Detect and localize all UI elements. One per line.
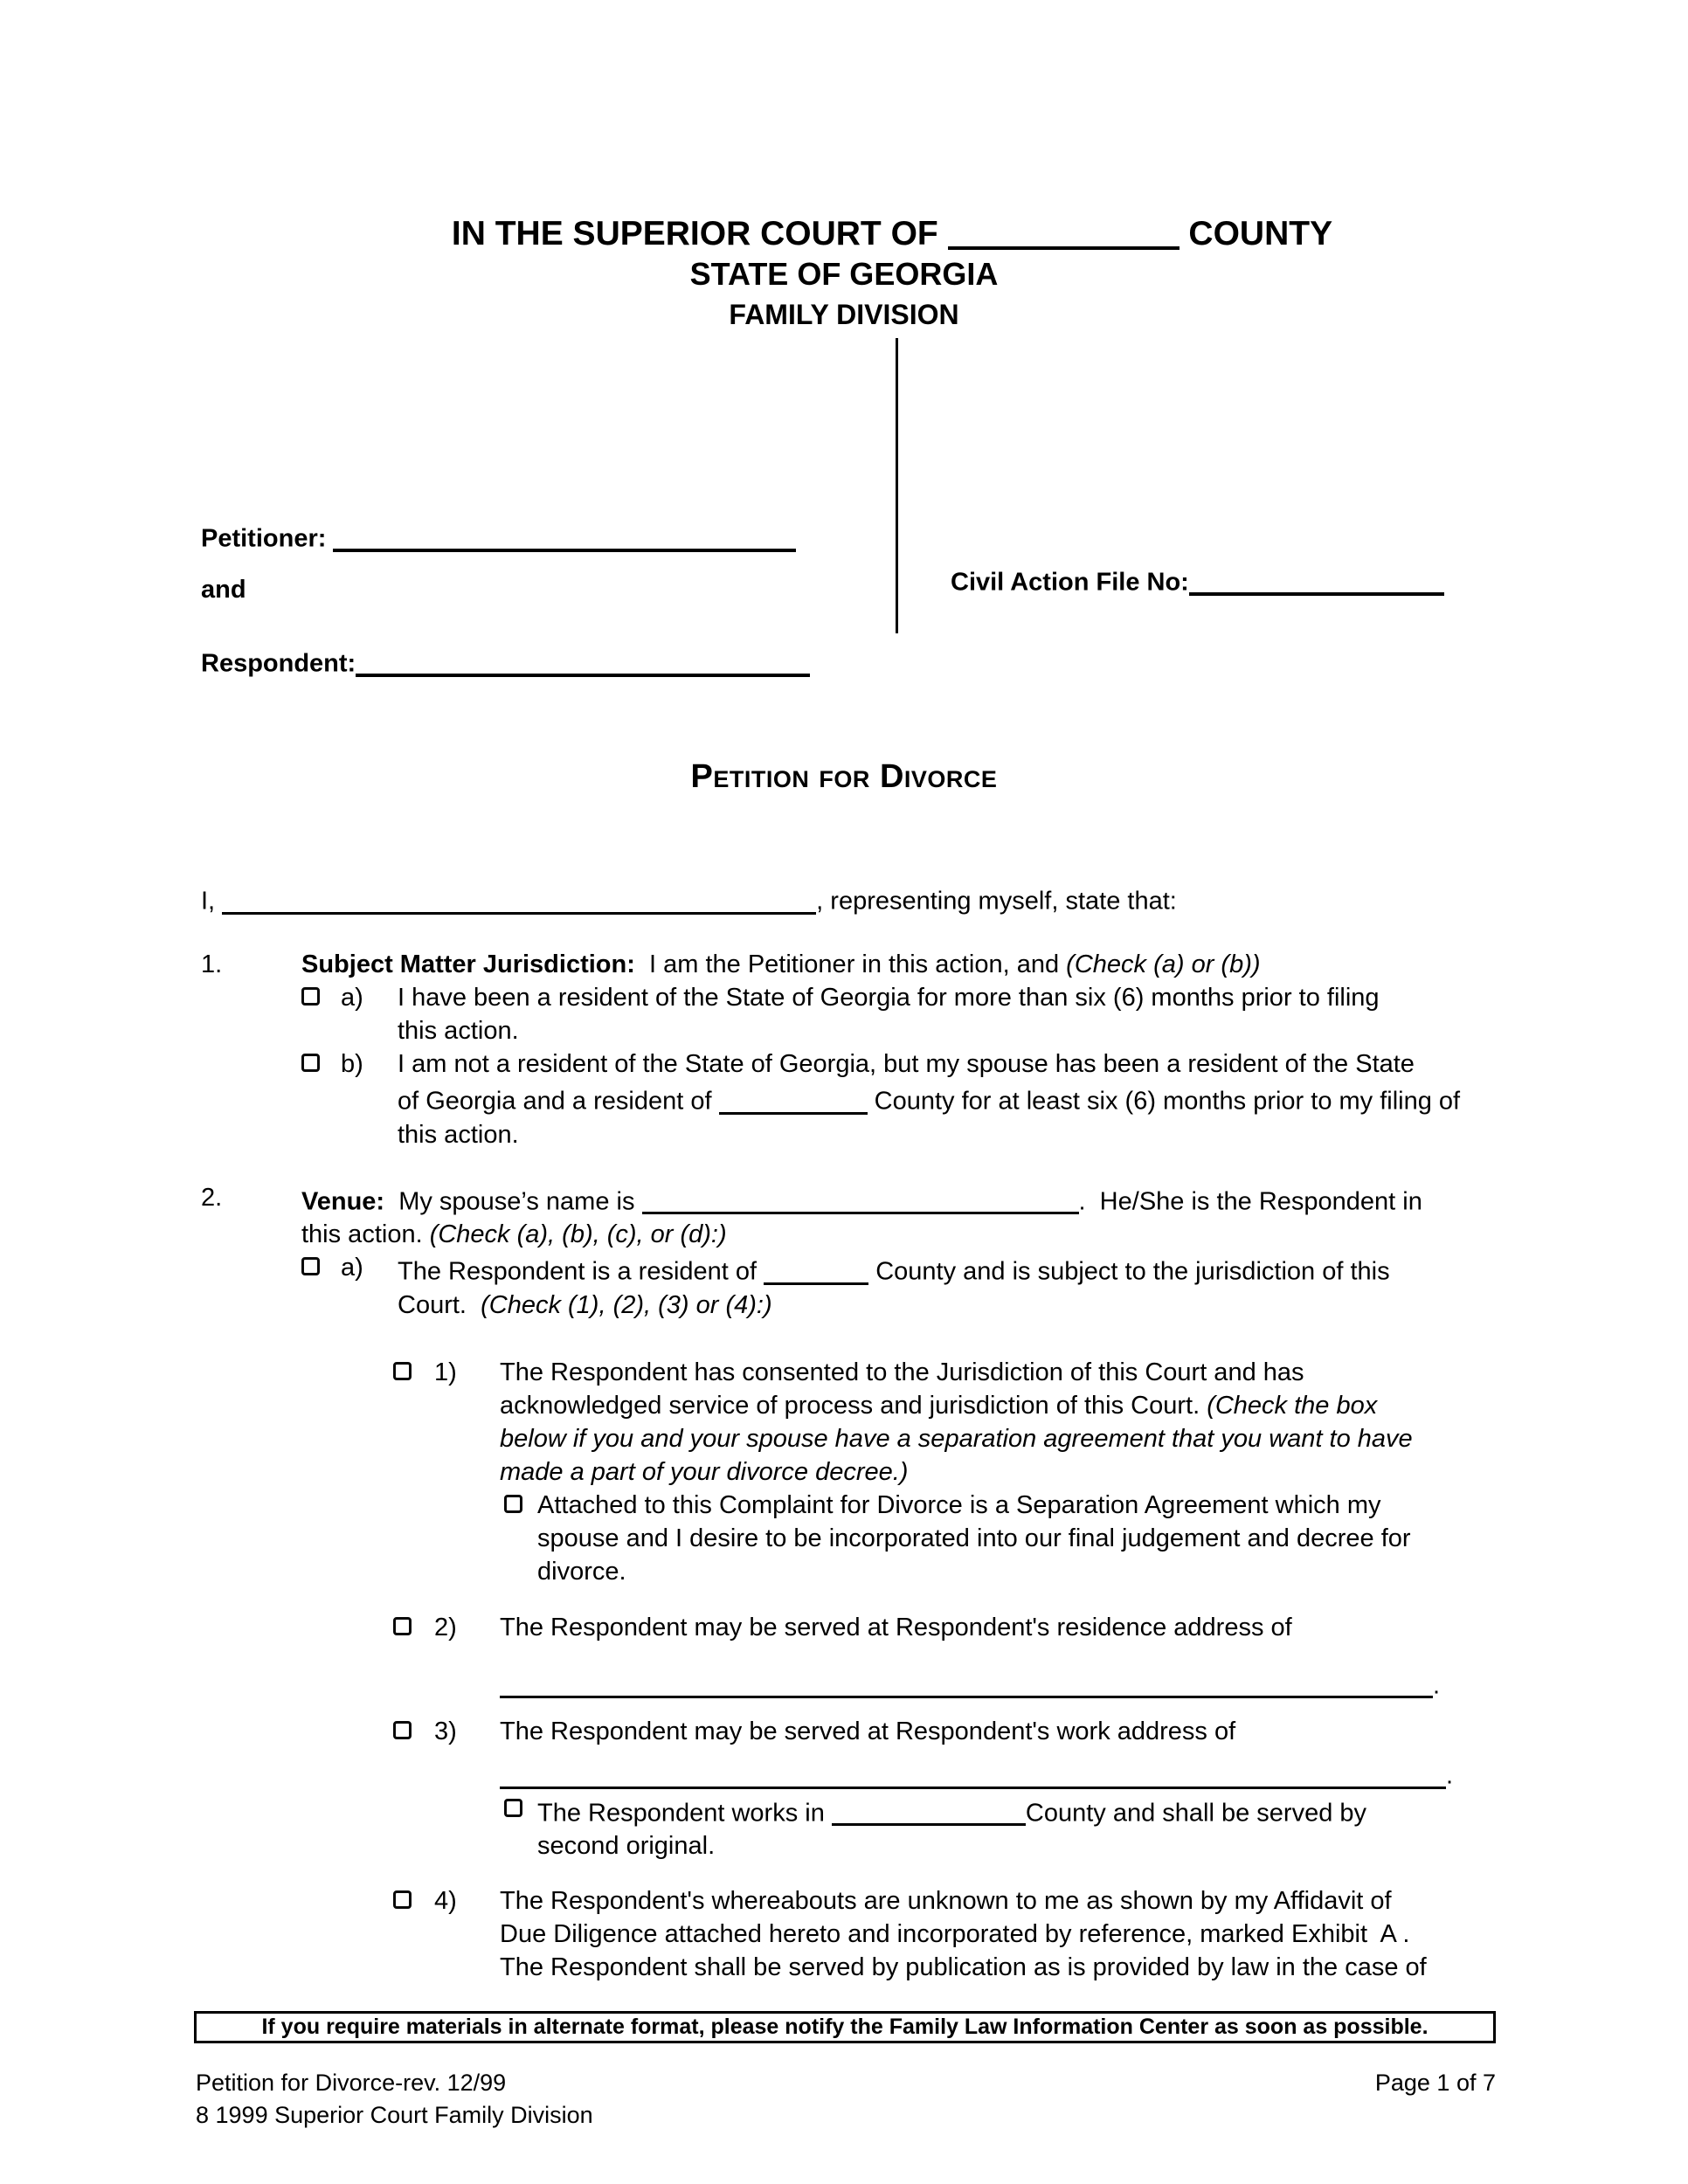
- footer-left: [196, 2067, 593, 2132]
- page-title: Petition for Divorce: [690, 758, 998, 795]
- court-heading: [0, 206, 1688, 335]
- checkbox-icon[interactable]: [504, 1495, 522, 1513]
- checkbox-icon[interactable]: [301, 987, 320, 1006]
- item-letter: b): [341, 1050, 363, 1078]
- case-caption-block: [201, 332, 1512, 681]
- section: [201, 1181, 1520, 1985]
- lettered-item: [301, 981, 1520, 1047]
- section-body: [301, 948, 1520, 1151]
- item-text: The Respondent is a resident of County and is subject to the jurisdiction of this Court. (Check (1), (2), (3) or (4):): [398, 1257, 1390, 1319]
- court-heading-line3: FAMILY DIVISION: [729, 298, 959, 330]
- petitioner-row: Petitioner:: [201, 517, 796, 554]
- footer-doc-name: Petition for Divorce-rev. 12/99: [196, 2070, 507, 2096]
- footer-page-number: Page 1 of 7: [1374, 2070, 1496, 2096]
- numbered-subitem: [393, 1611, 1520, 1703]
- item-text: The Respondent may be served at Respondent's work address of: [500, 1717, 1236, 1746]
- fill-in-blank[interactable]: [356, 647, 810, 677]
- respondent-row: Respondent:: [201, 642, 810, 679]
- sections-container: [201, 948, 1520, 1984]
- section: [201, 948, 1520, 1151]
- item-text: The Respondent's whereabouts are unknown to me as shown by my Affidavit of Due Diligence attached hereto and incorporated by reference, marked Exhibit A . The Respondent shall be served by publication as is provided by law in the case of: [500, 1887, 1427, 1982]
- item-text: The Respondent works in County and shall be served by second original.: [537, 1799, 1367, 1861]
- fill-in-blank[interactable]: [764, 1256, 868, 1285]
- item-text: Attached to this Complaint for Divorce is a Separation Agreement which my spouse and I desire to be incorporated into our final judgement and decree for divorce.: [537, 1490, 1411, 1586]
- checkbox-icon[interactable]: [504, 1799, 522, 1817]
- checkbox-icon[interactable]: [393, 1362, 412, 1380]
- item-letter: a): [341, 1254, 363, 1282]
- item-text: I have been a resident of the State of Georgia for more than six (6) months prior to filing this action.: [398, 984, 1380, 1045]
- subitem-number: 2): [434, 1613, 457, 1641]
- court-heading-line2: STATE OF GEORGIA: [689, 255, 999, 292]
- fill-in-blank[interactable]: [333, 522, 796, 552]
- subitem-number: 4): [434, 1887, 457, 1916]
- checkbox-icon[interactable]: [393, 1617, 412, 1635]
- lettered-item: [301, 1251, 1520, 1322]
- nested-checkbox-item: [504, 1489, 1520, 1588]
- checkbox-icon[interactable]: [393, 1721, 412, 1739]
- item-letter: a): [341, 984, 363, 1012]
- section-intro: Venue: My spouse’s name is . He/She is the Respondent in this action. (Check (a), (b), (c), or (d):): [301, 1187, 1422, 1249]
- fill-in-blank[interactable]: [500, 1670, 1433, 1699]
- fill-in-blank[interactable]: [500, 1760, 1446, 1789]
- item-text: The Respondent may be served at Respondent's residence address of: [500, 1613, 1292, 1641]
- fill-in-blank[interactable]: [1189, 566, 1444, 596]
- address-fill-line: .: [500, 1755, 1520, 1793]
- notice-box: [194, 2011, 1496, 2043]
- fill-in-blank[interactable]: [642, 1186, 1079, 1215]
- court-heading-line1: IN THE SUPERIOR COURT OF COUNTY: [0, 206, 1688, 254]
- intro-line: I, , representing myself, state that:: [201, 887, 1177, 916]
- subitem-number: 1): [434, 1358, 457, 1386]
- numbered-subitem: [393, 1356, 1520, 1588]
- address-fill-line: .: [500, 1665, 1520, 1703]
- fill-in-blank[interactable]: [719, 1086, 868, 1115]
- fill-in-blank[interactable]: [948, 211, 1180, 250]
- notice-text: If you require materials in alternate format, please notify the Family Law Information Center as soon as possible.: [261, 2015, 1429, 2039]
- numbered-subitem: [393, 1884, 1520, 1984]
- item-text: I am not a resident of the State of Georgia, but my spouse has been a resident of the State of Georgia and a resident of County for at least six (6) months prior to my filing of this action.: [398, 1050, 1461, 1149]
- section-number: 2.: [201, 1183, 223, 1212]
- footer-copyright: 8 1999 Superior Court Family Division: [196, 2102, 593, 2128]
- caption-divider-line: [896, 338, 898, 633]
- numbered-subitem: [393, 1715, 1520, 1863]
- fill-in-blank[interactable]: [832, 1798, 1026, 1827]
- section-intro: Subject Matter Jurisdiction: I am the Petitioner in this action, and (Check (a) or (b)): [301, 950, 1261, 978]
- lettered-item: [301, 1047, 1520, 1151]
- nested-checkbox-item: [504, 1793, 1520, 1863]
- civil-action-file-no-row: Civil Action File No:: [951, 561, 1444, 598]
- checkbox-icon[interactable]: [393, 1890, 412, 1909]
- section-number: 1.: [201, 950, 223, 978]
- item-text: The Respondent has consented to the Jurisdiction of this Court and has acknowledged service of process and jurisdiction of this Court. (Check the box below if you and your spouse have a separation agreement that you want to have made a part of your divorce decree.): [500, 1358, 1413, 1486]
- fill-in-blank[interactable]: [222, 886, 816, 915]
- checkbox-icon[interactable]: [301, 1257, 320, 1275]
- section-body: [301, 1181, 1520, 1985]
- and-label: and: [201, 576, 246, 604]
- subitem-number: 3): [434, 1717, 457, 1746]
- checkbox-icon[interactable]: [301, 1054, 320, 1072]
